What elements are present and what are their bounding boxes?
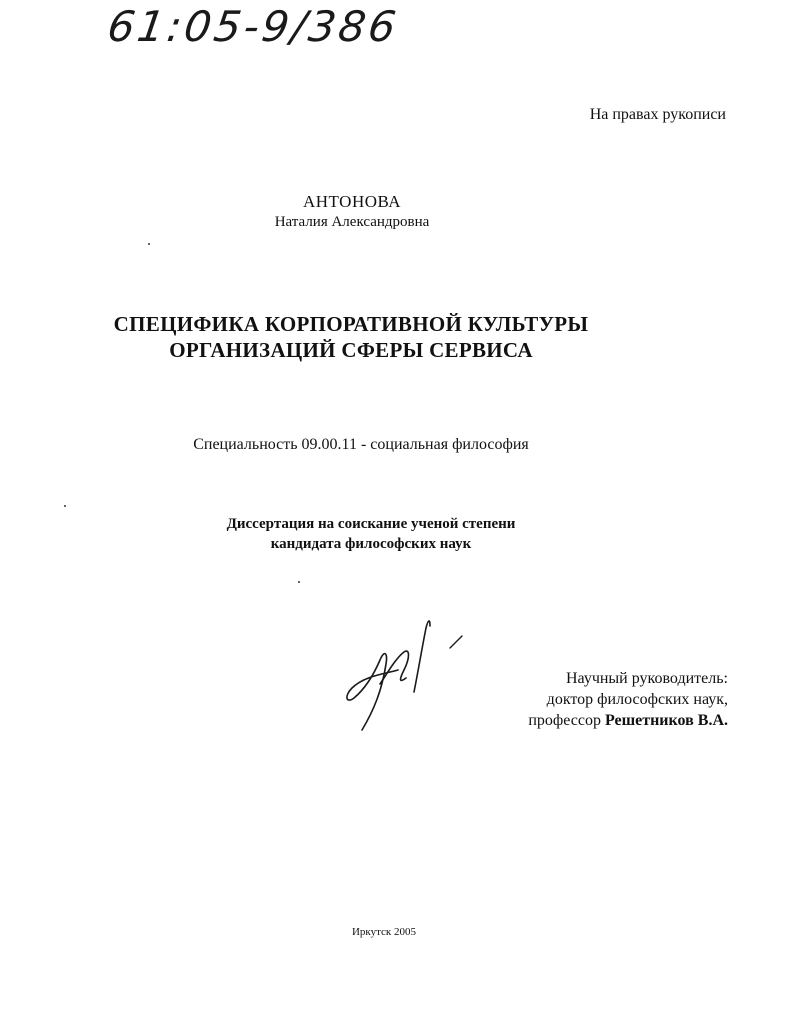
supervisor-heading: Научный руководитель: [565,670,728,687]
dissertation-title [0,311,792,363]
scan-speck [148,243,150,245]
rights-note: На правах рукописи [589,106,726,123]
scan-speck [64,505,66,507]
supervisor-degree: доктор философских наук, [546,691,728,708]
city-year-text: Иркутск 2005 [351,926,417,938]
scan-speck [298,581,300,583]
author-surname: АНТОНОВА [302,192,402,211]
specialty-text: Специальность 09.00.11 - социальная философия [193,436,529,453]
author-given-names: Наталия Александровна [274,214,430,230]
title-line-1: СПЕЦИФИКА КОРПОРАТИВНОЙ КУЛЬТУРЫ [113,312,589,336]
specialty [0,436,792,454]
supervisor-rank: профессор [528,712,605,729]
archive-code-handwritten: 61:05-9/386 [104,2,402,51]
city-year [0,926,792,938]
author-block [0,192,792,232]
degree-statement [0,514,792,554]
title-line-2: ОРГАНИЗАЦИЙ СФЕРЫ СЕРВИСА [169,338,533,362]
supervisor-block [528,668,728,731]
signature-mark [340,612,470,736]
supervisor-line [528,710,728,731]
degree-line-1: Диссертация на соискание ученой степени [226,516,516,532]
supervisor-name: Решетников В.А. [604,712,728,729]
degree-line-2: кандидата философских наук [270,536,472,552]
